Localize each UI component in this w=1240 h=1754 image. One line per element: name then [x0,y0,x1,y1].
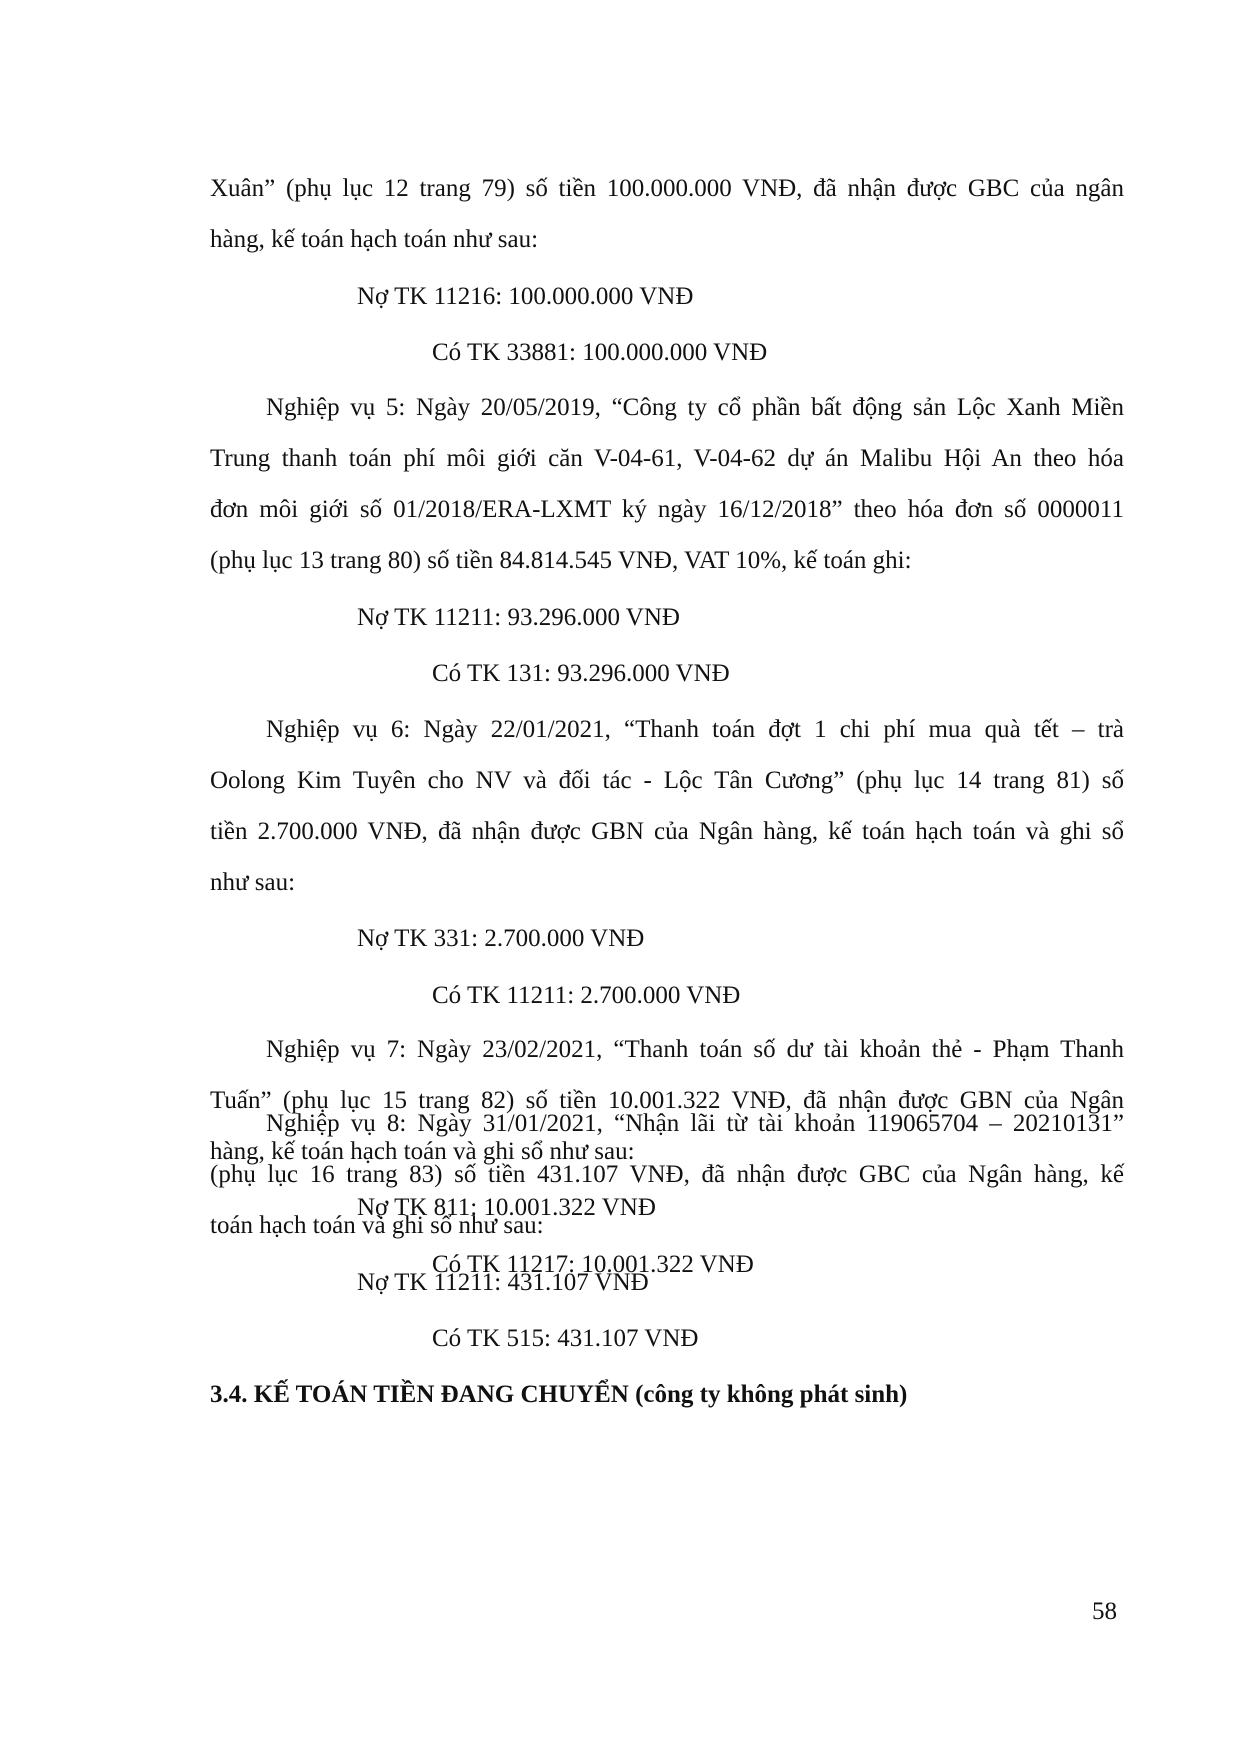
nv8-debit-entry: Nợ TK 11211: 431.107 VNĐ [357,1269,649,1296]
nv5-line-3: đơn môi giới số 01/2018/ERA-LXMT ký ngày 16/12/2018” theo hóa đơn số 0000011 [210,496,1124,523]
nv6-line-2: Oolong Kim Tuyên cho NV và đối tác - Lộc Tân Cương” (phụ lục 14 trang 81) số [210,767,1124,794]
nv5-line-2: Trung thanh toán phí môi giới căn V-04-61, V-04-62 dự án Malibu Hội An theo hóa [210,445,1124,472]
nv7-debit-entry: Nợ TK 811: 10.001.322 VNĐ [357,1194,656,1221]
nv7-line-3: hàng, kế toán hạch toán và ghi sổ như sau: [210,1138,635,1165]
nv7-credit-entry: Có TK 11217: 10.001.322 VNĐ [432,1251,754,1278]
nv6-line-3: tiền 2.700.000 VNĐ, đã nhận được GBN của Ngân hàng, kế toán hạch toán và ghi sổ [210,818,1124,845]
nv5-line-4: (phụ lục 13 trang 80) số tiền 84.814.545 VNĐ, VAT 10%, kế toán ghi: [210,547,912,574]
nv7-line-2: Tuấn” (phụ lục 15 trang 82) số tiền 10.001.322 VNĐ, đã nhận được GBN của Ngân [210,1087,1124,1114]
nv8-line-3: toán hạch toán và ghi sổ như sau: [210,1212,544,1239]
intro-line-1: Xuân” (phụ lục 12 trang 79) số tiền 100.000.000 VNĐ, đã nhận được GBC của ngân [210,175,1124,202]
nv6-line-1: Nghiệp vụ 6: Ngày 22/01/2021, “Thanh toán đợt 1 chi phí mua quà tết – trà [266,716,1124,743]
nv5-line-1: Nghiệp vụ 5: Ngày 20/05/2019, “Công ty cổ phần bất động sản Lộc Xanh Miền [266,394,1124,421]
nv6-debit-entry: Nợ TK 331: 2.700.000 VNĐ [357,925,645,952]
nv8-line-2: (phụ lục 16 trang 83) số tiền 431.107 VNĐ, đã nhận được GBC của Ngân hàng, kế [210,1161,1124,1188]
section-heading: 3.4. KẾ TOÁN TIỀN ĐANG CHUYỂN (công ty không phát sinh) [210,1381,908,1408]
nv8-line-1: Nghiệp vụ 8: Ngày 31/01/2021, “Nhận lãi từ tài khoản 119065704 – 20210131” [266,1110,1124,1137]
intro-credit-entry: Có TK 33881: 100.000.000 VNĐ [432,339,768,366]
nv5-credit-entry: Có TK 131: 93.296.000 VNĐ [432,660,730,687]
nv7-line-1: Nghiệp vụ 7: Ngày 23/02/2021, “Thanh toán số dư tài khoản thẻ - Phạm Thanh [266,1036,1124,1063]
page-number: 58 [1092,1598,1117,1625]
nv5-debit-entry: Nợ TK 11211: 93.296.000 VNĐ [357,604,680,631]
intro-debit-entry: Nợ TK 11216: 100.000.000 VNĐ [357,283,694,310]
intro-line-2: hàng, kế toán hạch toán như sau: [210,226,539,253]
nv6-credit-entry: Có TK 11211: 2.700.000 VNĐ [432,982,741,1009]
nv8-credit-entry: Có TK 515: 431.107 VNĐ [432,1325,699,1352]
nv6-line-4: như sau: [210,869,296,896]
